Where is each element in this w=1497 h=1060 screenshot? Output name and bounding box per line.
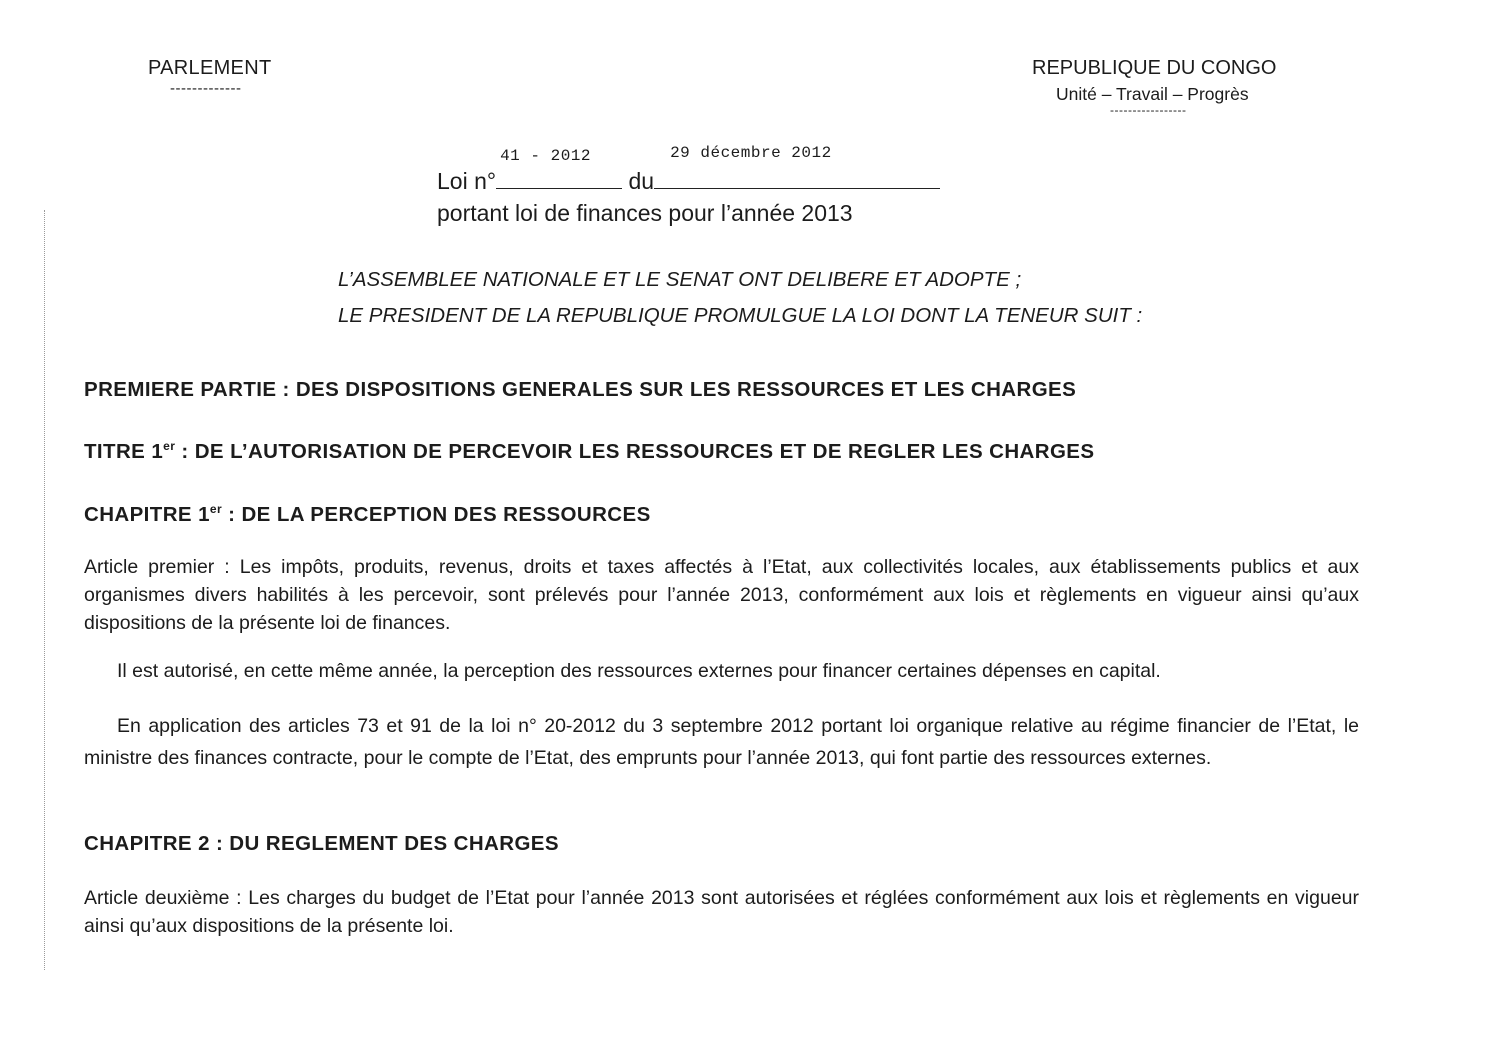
header-republique: REPUBLIQUE DU CONGO: [1032, 57, 1277, 79]
heading-chapitre-1: [84, 502, 651, 527]
article-premier-label: Article premier :: [84, 556, 230, 578]
law-date: 29 décembre 2012: [670, 144, 832, 162]
heading-chap1-sup: er: [209, 502, 223, 516]
preamble-line-2: LE PRESIDENT DE LA REPUBLIQUE PROMULGUE LA LOI DONT LA TENEUR SUIT :: [338, 304, 1143, 327]
article-deuxieme-label: Article deuxième :: [84, 887, 242, 909]
law-number-field: [496, 147, 622, 189]
article-premier: [84, 553, 1359, 637]
preamble-line-1: L’ASSEMBLEE NATIONALE ET LE SENAT ONT DELIBERE ET ADOPTE ;: [338, 268, 1022, 291]
law-number: 41 - 2012: [500, 147, 591, 165]
paragraph-ressources-externes: Il est autorisé, en cette même année, la perception des ressources externes pour financer certaines dépenses en capital.: [117, 660, 1161, 682]
article-premier-text: Les impôts, produits, revenus, droits et taxes affectés à l’Etat, aux collectivités locales, aux établissements publics et aux organismes divers habilités à les percevoir, sont prélevés pour l’année 2013, conformément aux lois et règlements en vigueur ainsi qu’aux dispositions de la présente loi de finances.: [84, 556, 1359, 634]
heading-premiere-partie: PREMIERE PARTIE : DES DISPOSITIONS GENERALES SUR LES RESSOURCES ET LES CHARGES: [84, 378, 1077, 401]
article-deuxieme: [84, 884, 1359, 940]
heading-chap1-prefix: CHAPITRE 1: [84, 502, 210, 526]
law-du: du: [628, 168, 655, 194]
header-motto: Unité – Travail – Progrès: [1056, 84, 1249, 104]
heading-titre-rest: : DE L’AUTORISATION DE PERCEVOIR LES RESSOURCES ET DE REGLER LES CHARGES: [175, 439, 1095, 463]
law-subtitle: portant loi de finances pour l’année 2013: [437, 200, 853, 226]
header-left-separator: -------------: [170, 80, 242, 97]
heading-chapitre-2: CHAPITRE 2 : DU REGLEMENT DES CHARGES: [84, 832, 559, 855]
heading-titre-sup: er: [163, 439, 176, 453]
law-title-line: [437, 144, 940, 195]
header-right-separator: -----------------: [1110, 103, 1187, 117]
article-deuxieme-text: Les charges du budget de l’Etat pour l’année 2013 sont autorisées et réglées conformément aux lois et règlements en vigueur ainsi qu’aux dispositions de la présente loi.: [84, 887, 1360, 937]
heading-titre-1: [84, 439, 1094, 464]
scan-margin-marks: [44, 210, 49, 970]
header-parlement: PARLEMENT: [148, 57, 272, 79]
paragraph-emprunts: En application des articles 73 et 91 de la loi n° 20-2012 du 3 septembre 2012 portant loi organique relative au régime financier de l’Etat, le ministre des finances contracte, pour le compte de l’Etat, des emprunts pour l’année 2013, qui font partie des ressources externes.: [84, 715, 1359, 769]
law-date-field: [654, 144, 940, 189]
heading-titre-prefix: TITRE 1: [84, 439, 164, 463]
heading-chap1-rest: : DE LA PERCEPTION DES RESSOURCES: [222, 502, 651, 526]
law-prefix: Loi n°: [437, 168, 497, 194]
